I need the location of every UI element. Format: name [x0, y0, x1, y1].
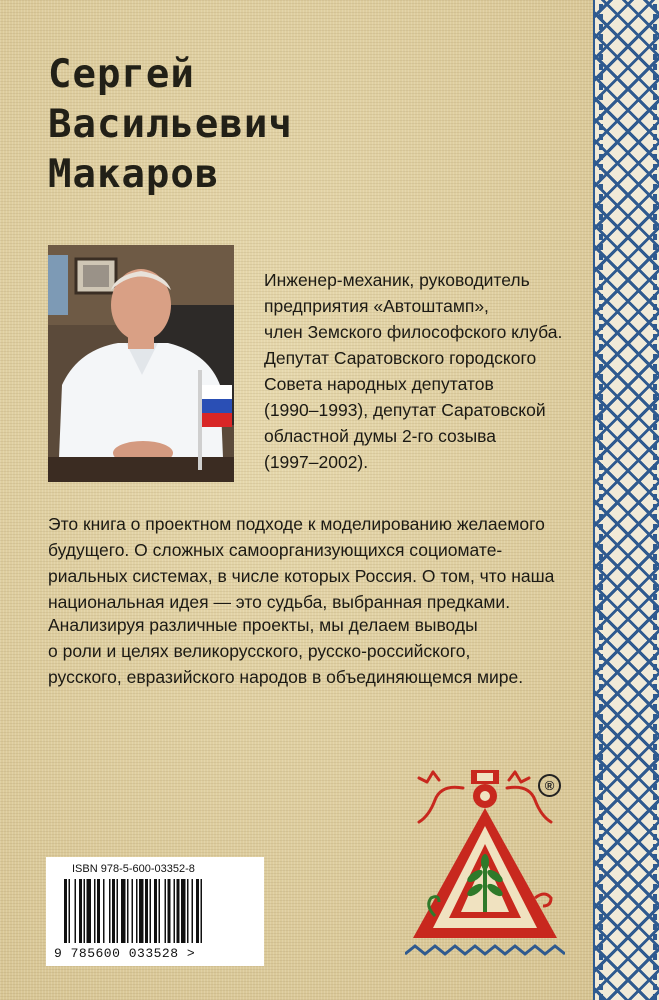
description-line: будущего. О сложных самоорганизующихся социомате-: [48, 540, 503, 560]
barcode-bar: [64, 879, 67, 943]
barcode-bar: [69, 879, 71, 943]
isbn-barcode: [46, 857, 264, 966]
book-description-paragraph-2: [48, 612, 593, 690]
author-name: [48, 50, 293, 200]
barcode-bar: [103, 879, 105, 943]
barcode-bar: [174, 879, 176, 943]
barcode-bar: [192, 879, 194, 943]
barcode-bar: [177, 879, 180, 943]
description-line: Анализируя различные проекты, мы делаем выводы: [48, 615, 478, 635]
barcode-bar: [79, 879, 82, 943]
author-photo: [48, 245, 234, 482]
barcode-bar: [132, 879, 134, 943]
barcode-bar: [75, 879, 77, 943]
barcode-bar: [165, 879, 167, 943]
publisher-emblem-icon: [405, 766, 565, 966]
bio-line: (1990–1993), депутат Саратовской: [264, 400, 546, 420]
registered-trademark-icon: ®: [538, 774, 561, 797]
barcode-bar: [150, 879, 152, 943]
barcode-bar: [136, 879, 138, 943]
barcode-bar: [201, 879, 203, 943]
author-photo-illustration: [48, 245, 234, 482]
author-bio: [264, 267, 584, 475]
folk-ornament-border: [593, 0, 659, 1000]
description-line: о роли и целях великорусского, русско-российского,: [48, 641, 471, 661]
barcode-bar: [117, 879, 119, 943]
description-line: риальных системах, в числе которых Россия. О том, что наша: [48, 566, 555, 586]
description-line: русского, евразийского народов в объединяющемся мире.: [48, 667, 524, 687]
barcode-bar: [97, 879, 100, 943]
barcode-bar: [84, 879, 86, 943]
barcode-bar: [196, 879, 199, 943]
bio-line: (1997–2002).: [264, 452, 369, 472]
author-first-name: Сергей: [48, 52, 195, 97]
barcode-bar: [112, 879, 115, 943]
book-description-paragraph-1: [48, 511, 593, 615]
barcode-bar: [181, 879, 186, 943]
bio-line: член Земского философского клуба.: [264, 322, 563, 342]
barcode-bar: [159, 879, 161, 943]
bio-line: областной думы 2-го созыва: [264, 426, 497, 446]
barcode-bar: [154, 879, 157, 943]
ean-digits: 9 785600 033528 >: [54, 946, 196, 961]
bio-line: предприятия «Автоштамп»,: [264, 296, 489, 316]
author-patronymic: Васильевич: [48, 102, 293, 147]
barcode-bar: [121, 879, 126, 943]
author-last-name: Макаров: [48, 152, 220, 197]
bio-line: Совета народных депутатов: [264, 374, 494, 394]
description-line: национальная идея — это судьба, выбранная предками.: [48, 592, 511, 612]
barcode-bar: [127, 879, 129, 943]
barcode-bar: [168, 879, 171, 943]
barcode-bar: [94, 879, 96, 943]
barcode-bar: [109, 879, 111, 943]
barcode-bar: [145, 879, 148, 943]
barcode-bar: [139, 879, 144, 943]
description-line: Это книга о проектном подходе к моделированию желаемого: [48, 514, 545, 534]
barcode-bar: [187, 879, 189, 943]
barcode-bar: [87, 879, 92, 943]
bio-line: Инженер-механик, руководитель: [264, 270, 530, 290]
isbn-number: ISBN 978-5-600-03352-8: [72, 863, 195, 875]
bio-line: Депутат Саратовского городского: [264, 348, 537, 368]
